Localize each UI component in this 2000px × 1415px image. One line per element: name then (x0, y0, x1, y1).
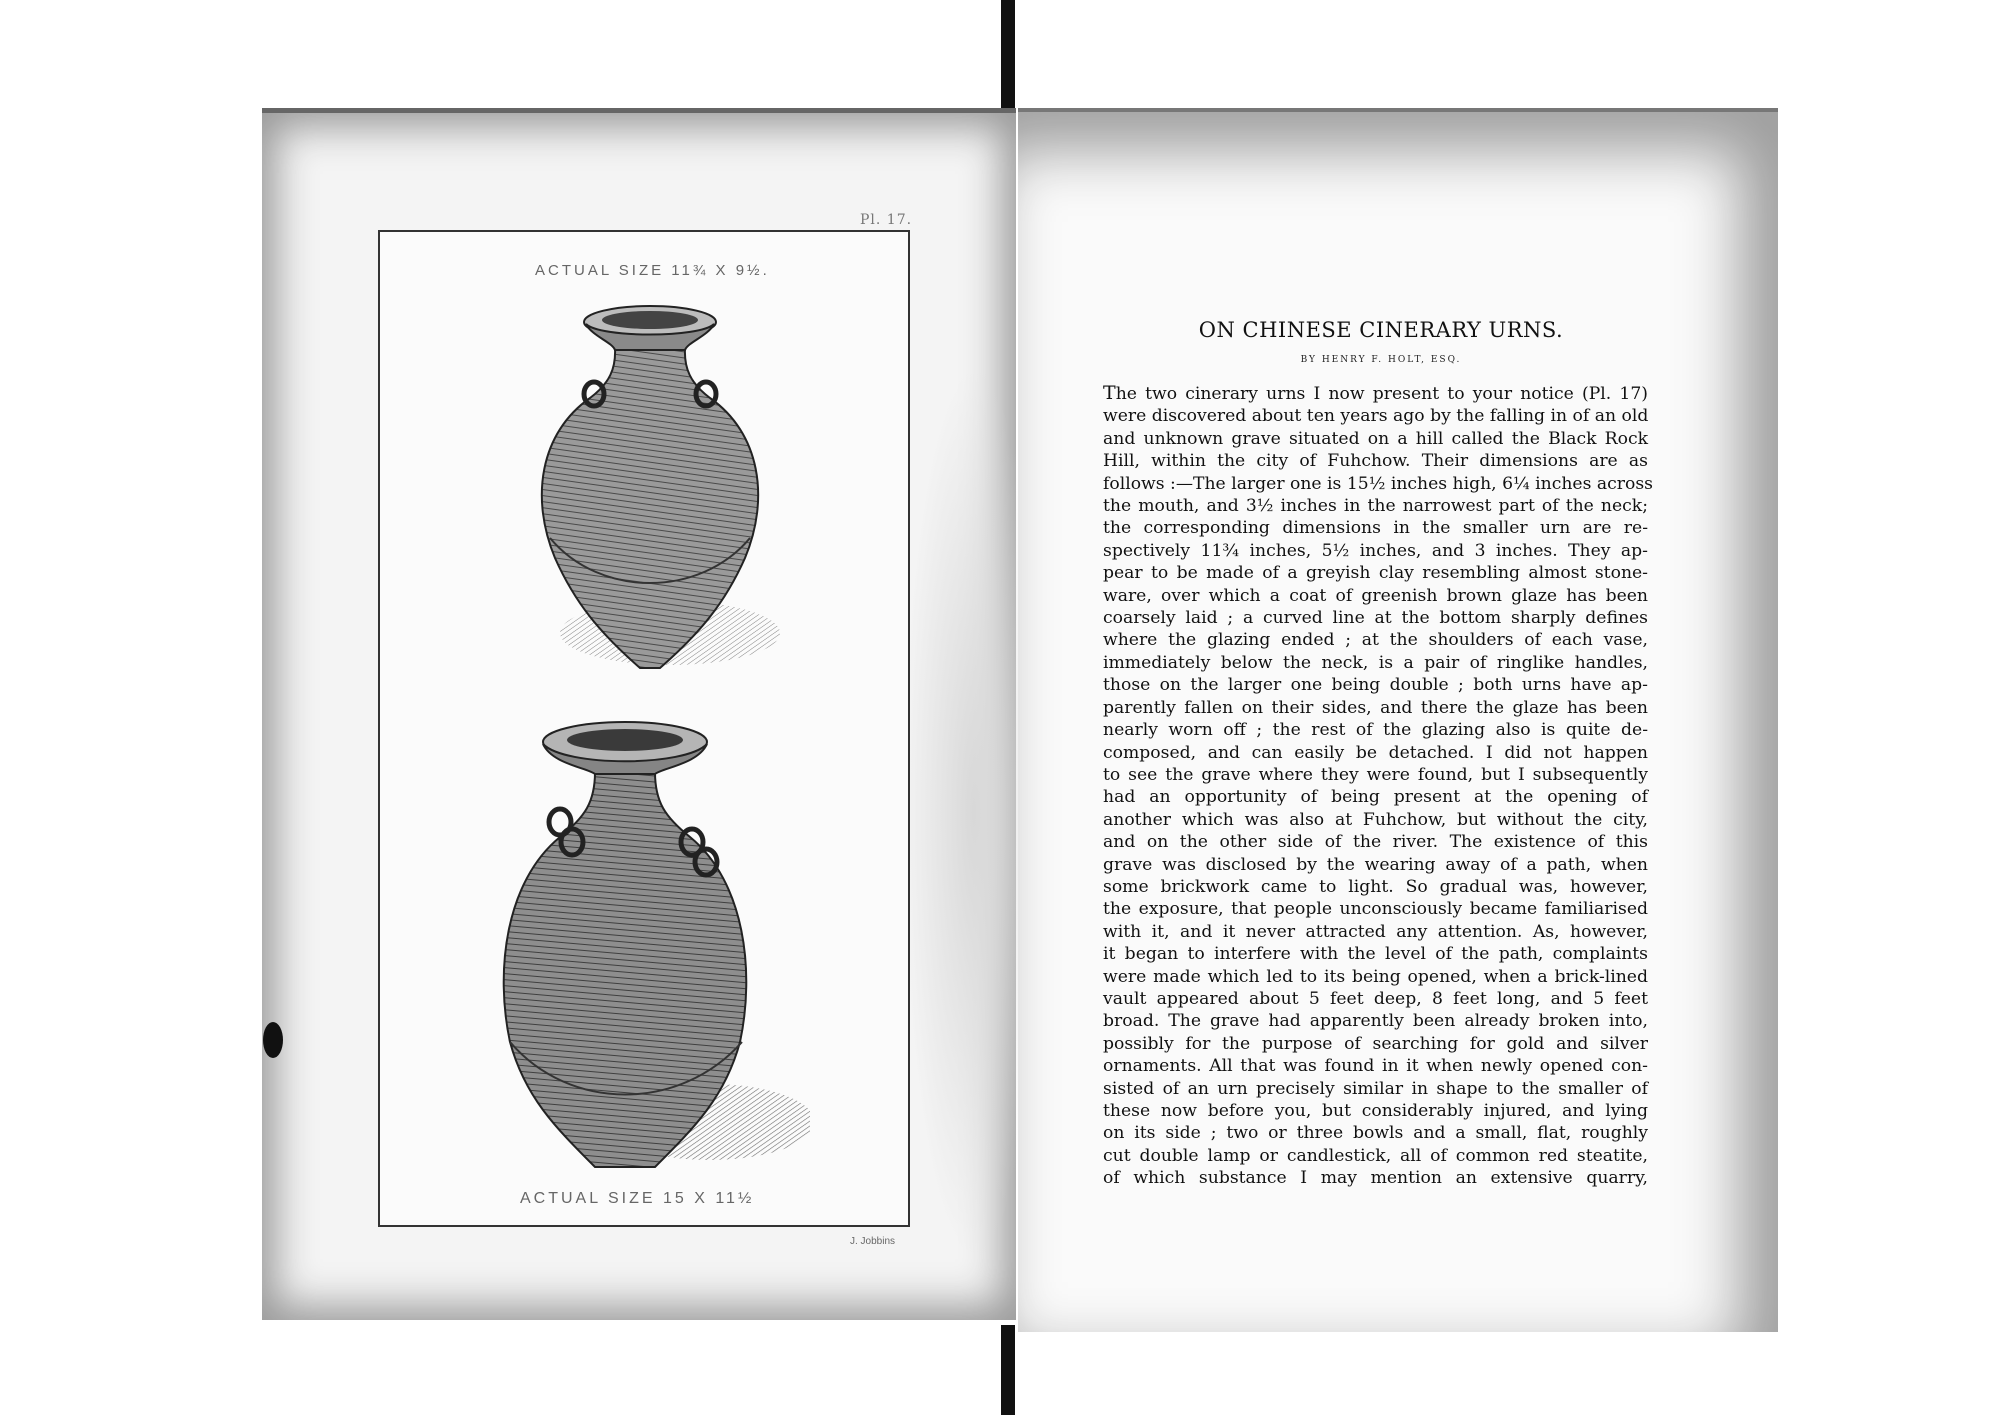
article-line: spectively 11¾ inches, 5½ inches, and 3 inches. They ap- (1103, 540, 1648, 561)
article-line: it began to interfere with the level of the path, complaints (1103, 944, 1648, 965)
article-line: Hill, within the city of Fuhchow. Their dimensions are as (1103, 451, 1648, 472)
small-urn-illustration (520, 298, 780, 678)
engraver-signature: J. Jobbins (850, 1236, 896, 1247)
article-line: had an opportunity of being present at the opening of (1103, 787, 1648, 808)
article-line: parently fallen on their sides, and there the glaze has been (1103, 697, 1648, 718)
caption-large-urn: ACTUAL SIZE 15 X 11½ (520, 1190, 755, 1207)
article-line: these now before you, but considerably injured, and lying (1103, 1101, 1648, 1121)
article-line: The two cinerary urns I now present to your notice (Pl. 17) (1103, 382, 1648, 404)
article-line: and on the other side of the river. The existence of this (1103, 832, 1648, 853)
article-line: of which substance I may mention an extensive quarry, (1103, 1168, 1648, 1189)
article-line: the exposure, that people unconsciously became familiarised (1103, 899, 1648, 920)
article-line: with it, and it never attracted any attention. As, however, (1103, 921, 1648, 942)
article-line: vault appeared about 5 feet deep, 8 feet long, and 5 feet (1103, 988, 1648, 1009)
article-line: possibly for the purpose of searching for gold and silver (1103, 1033, 1648, 1054)
article-line: to see the grave where they were found, but I subsequently (1103, 764, 1648, 785)
article-line: follows :—The larger one is 15½ inches high, 6¼ inches across (1103, 473, 1653, 494)
article-line: the mouth, and 3½ inches in the narrowest part of the neck; (1103, 496, 1648, 517)
article-line: nearly worn off ; the rest of the glazing also is quite de- (1103, 720, 1648, 741)
article-line: were discovered about ten years ago by the falling in of an old (1103, 406, 1649, 427)
article-body (1103, 382, 1653, 1190)
article-line: cut double lamp or candlestick, all of common red steatite, (1103, 1145, 1648, 1166)
article-line: the corresponding dimensions in the smaller urn are re- (1103, 518, 1648, 539)
article-line: those on the larger one being double ; both urns have ap- (1103, 675, 1648, 696)
article-line: immediately below the neck, is a pair of ringlike handles, (1103, 652, 1648, 673)
plate-number: Pl. 17. (860, 212, 913, 228)
article-line: were made which led to its being opened, when a brick-lined (1103, 966, 1648, 987)
article-line: where the glazing ended ; at the shoulders of each vase, (1103, 630, 1648, 651)
article-byline: BY HENRY F. HOLT, ESQ. (1300, 355, 1462, 365)
article-line: ware, over which a coat of greenish brown glaze has been (1103, 585, 1648, 606)
article-line: coarsely laid ; a curved line at the bottom sharply defines (1103, 608, 1648, 629)
article-line: composed, and can easily be detached. I did not happen (1103, 742, 1648, 763)
caption-small-urn: ACTUAL SIZE 11¾ X 9½. (535, 262, 770, 279)
article-line: pear to be made of a greyish clay resembling almost stone- (1103, 563, 1648, 584)
water-stain (902, 363, 1022, 1263)
book-spine-bottom (1001, 1325, 1015, 1415)
article-title: ON CHINESE CINERARY URNS. (1198, 318, 1564, 342)
article-line: another which was also at Fuhchow, but without the city, (1103, 809, 1648, 830)
article-line: and unknown grave situated on a hill called the Black Rock (1103, 428, 1648, 449)
article-line: some brickwork came to light. So gradual was, however, (1103, 876, 1648, 897)
article-line: ornaments. All that was found in it when newly opened con- (1103, 1056, 1648, 1077)
large-urn-illustration (480, 712, 810, 1192)
article-line: grave was disclosed by the wearing away of a path, when (1103, 854, 1648, 875)
article-line: on its side ; two or three bowls and a small, flat, roughly (1103, 1123, 1648, 1144)
article-line: broad. The grave had apparently been already broken into, (1103, 1011, 1648, 1032)
article-line: sisted of an urn precisely similar in shape to the smaller of (1103, 1078, 1648, 1099)
binding-hole (263, 1022, 283, 1058)
book-spine-top (1001, 0, 1015, 110)
